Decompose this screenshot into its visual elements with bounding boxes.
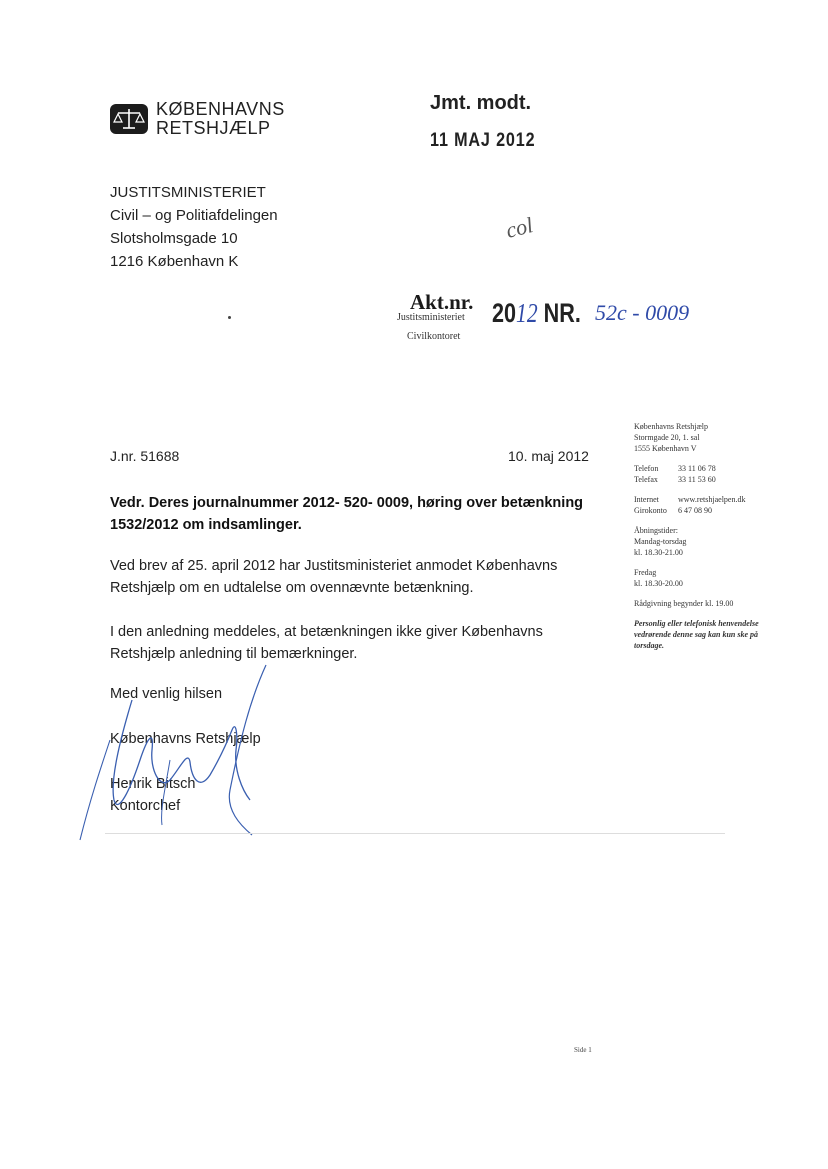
sidebar-phone-block [634,463,784,485]
letter-paragraph-2: I den anledning meddeles, at betænkningen ikke giver Københavns Retshjælp anledning til bemærkninger. [110,624,543,662]
signer-role: Kontorchef [110,798,181,814]
sidebar-hours-days: Mandag-torsdag [634,537,687,546]
recipient-line: 1216 København K [110,253,239,270]
akt-number-printed: 20 [492,298,517,328]
page-number: Side 1 [574,1046,592,1054]
sidebar-advice: Rådgivning begynder kl. 19.00 [634,599,734,608]
letter-subject: Vedr. Deres journalnummer 2012- 520- 0009, høring over betænkning 1532/2012 om indsamlinger. [110,495,584,533]
akt-label: Akt.nr. [410,290,474,314]
sender-info-sidebar [634,421,784,660]
akt-number [492,298,581,329]
signer-name: Henrik Bitsch [110,776,196,792]
letterhead-name [156,100,285,138]
received-stamp [430,92,554,152]
letterhead-logo [110,100,285,138]
letter-closing: Med venlig hilsen [110,686,223,702]
letterhead-line1: KØBENHAVNS [156,99,285,119]
sidebar-street: Stormgade 20, 1. sal [634,433,700,442]
sidebar-tel-label: Telefon [634,464,659,473]
akt-office: Civilkontoret [407,331,461,342]
sidebar-city: 1555 København V [634,444,697,453]
letter-date: 10. maj 2012 [508,448,589,464]
recipient-line: Civil – og Politiafdelingen [110,207,278,224]
stray-dot [228,316,231,319]
sidebar-hours-block [634,525,784,558]
sidebar-giro: 6 47 08 90 [678,506,712,515]
recipient-address [110,181,278,273]
handwritten-mark: col [503,212,536,243]
letterhead-line2: RETSHJÆLP [156,118,271,138]
akt-number-hand: 12 [516,298,538,328]
sender-organization: Københavns Retshjælp [110,731,261,747]
akt-ministry: Justitsministeriet [397,312,465,323]
sidebar-note: Personlig eller telefonisk henvendelse vedrørende denne sag kan kun ske på torsdage. [634,619,759,650]
sidebar-tel: 33 11 06 78 [678,464,716,473]
handwritten-signature [70,640,290,850]
received-stamp-label: Jmt. modt. [430,92,532,114]
sidebar-friday-time: kl. 18.30-20.00 [634,579,683,588]
akt-case-hand: 52c - 0009 [595,300,690,325]
page-divider [105,833,725,834]
letter-paragraph-1: Ved brev af 25. april 2012 har Justitsministeriet anmodet Københavns Retshjælp om en udtalelse om ovennævnte betænkning. [110,558,558,596]
recipient-line: Slotsholmsgade 10 [110,230,238,247]
sidebar-fax-label: Telefax [634,475,658,484]
sidebar-web-label: Internet [634,495,659,504]
journal-number: J.nr. 51688 [110,448,180,464]
sidebar-fax: 33 11 53 60 [678,475,716,484]
sidebar-web-block [634,494,784,516]
sidebar-web: www.retshjaelpen.dk [678,495,746,504]
sidebar-friday: Fredag [634,568,657,577]
received-stamp-date: 11 MAJ 2012 [430,130,536,151]
akt-nr-label: NR. [543,298,581,328]
sidebar-hours-time: kl. 18.30-21.00 [634,548,683,557]
scales-of-justice-icon [110,104,148,134]
sidebar-friday-block [634,567,784,589]
sidebar-name: Københavns Retshjælp [634,422,708,431]
sidebar-giro-label: Girokonto [634,506,667,515]
sidebar-hours-title: Åbningstider: [634,526,678,535]
sidebar-address [634,421,784,454]
recipient-line: JUSTITSMINISTERIET [110,184,266,201]
